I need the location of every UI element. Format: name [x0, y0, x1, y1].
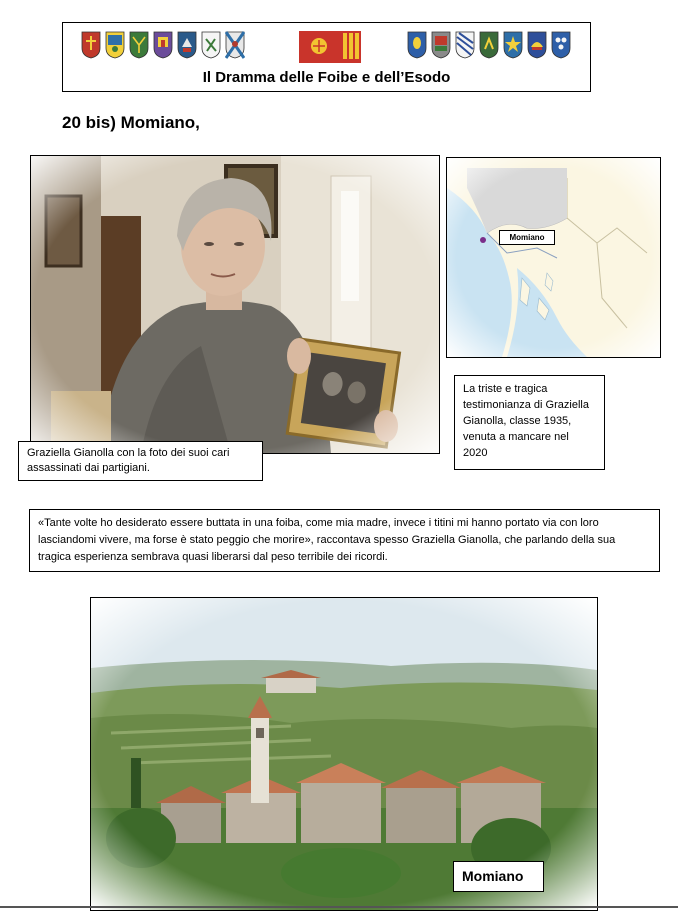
crest-icon — [431, 31, 451, 59]
crest-icon — [177, 31, 197, 59]
crest-icon — [455, 31, 475, 59]
crest-icon — [503, 31, 523, 59]
venetian-flag-icon — [299, 31, 361, 59]
crest-icon — [551, 31, 571, 59]
portrait-caption: Graziella Gianolla con la foto dei suoi cari assassinati dai partigiani. — [18, 441, 263, 481]
crest-icon — [129, 31, 149, 59]
crest-icon — [225, 31, 245, 59]
quote-box: «Tante volte ho desiderato essere buttata in una foiba, come mia madre, invece i titini mi hanno portato via con loro lasciandomi vivere, ma forse è stato peggio che morire», raccontava spesso Graziella Gianolla, che parlando della sua tragica esperienza sembrava quasi liberarsi dal peso terribile dei ricordi. — [29, 509, 660, 572]
crest-icon — [479, 31, 499, 59]
footer-divider — [0, 906, 678, 908]
istria-map-illustration — [447, 158, 660, 357]
crest-icon — [153, 31, 173, 59]
crest-icon — [105, 31, 125, 59]
crest-icon — [527, 31, 547, 59]
village-caption: Momiano — [453, 861, 544, 892]
page-title: Il Dramma delle Foibe e dell’Esodo — [202, 69, 451, 86]
crest-row — [77, 31, 577, 63]
location-map — [446, 157, 661, 358]
crest-icon — [201, 31, 221, 59]
crest-icon — [81, 31, 101, 59]
portrait-illustration — [31, 156, 439, 453]
crest-icon — [407, 31, 427, 59]
header-banner — [62, 22, 591, 92]
map-label: Momiano — [499, 230, 555, 245]
portrait-photo — [30, 155, 440, 454]
testimony-caption: La triste e tragica testimonianza di Graziella Gianolla, classe 1935, venuta a mancare nel 2020 — [454, 375, 605, 470]
section-heading: 20 bis) Momiano, — [62, 113, 200, 132]
